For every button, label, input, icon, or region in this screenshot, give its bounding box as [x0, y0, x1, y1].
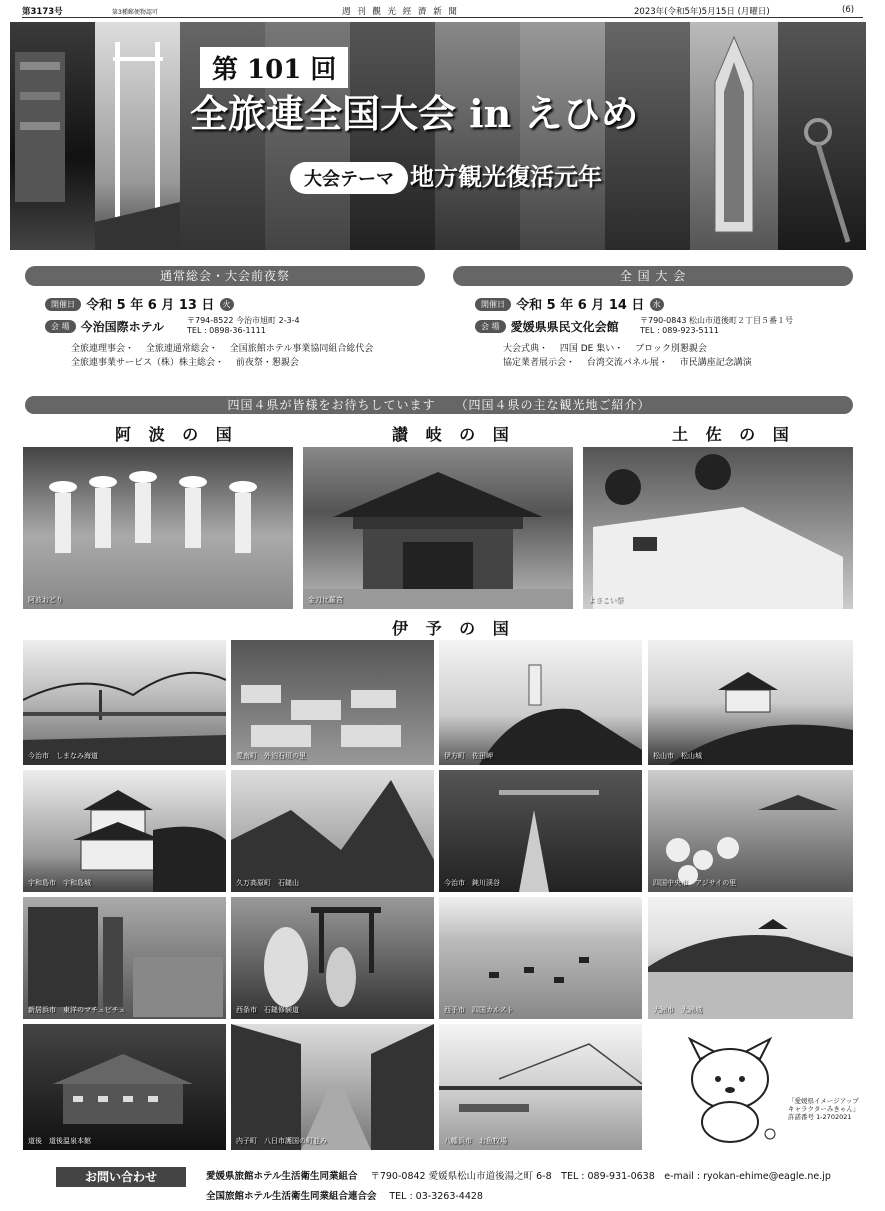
event-left-heading: 通常総会・大会前夜祭 [25, 266, 425, 286]
event-left-item: 全旅連事業サービス（株）株主総会 [71, 358, 216, 368]
org1-contact: 〒790-0842 愛媛県松山市道後湯之町 6-8 TEL : 089-931-0638 e-mail : ryokan-ehime@eagle.ne.jp [370, 1171, 831, 1182]
org2-contact: TEL : 03-3263-4428 [389, 1191, 483, 1202]
photo-ajisai [648, 770, 853, 892]
photo-matsuyama-castle [648, 640, 853, 765]
edition-label: 第 101 回 [200, 47, 348, 88]
mascot-caption-line: キャラクターみきゃん」 [788, 1105, 860, 1113]
mascot-mikyan [680, 1034, 780, 1144]
photo-caption: 四国中央市 アジサイの里 [653, 879, 737, 887]
org2-name: 全国旅館ホテル生活衛生同業組合連合会 [206, 1191, 377, 1202]
photo-sadamisaki [439, 640, 642, 765]
gorge-illustration [439, 770, 642, 892]
event-left-item: 全旅連通常総会 [145, 344, 209, 354]
region-sanuki: 讃 岐 の 国 [392, 425, 515, 444]
theme-label: 大会テーマ [290, 162, 408, 194]
event-right-venue: 愛媛県県民文化会館 [510, 320, 619, 334]
photo-caption: 久万高原町 石鎚山 [236, 879, 299, 887]
banner-photo-bridge [95, 22, 180, 250]
page-number: (6) [842, 5, 855, 15]
photo-caption: 今治市 しまなみ海道 [28, 752, 98, 760]
event-right-item: 台湾交流パネル展 [586, 358, 659, 368]
photo-ishizuchi [231, 770, 434, 892]
shrine-illustration [303, 447, 573, 609]
river-castle-illustration [648, 897, 853, 1019]
cows-illustration [439, 897, 642, 1019]
banner-photo-street [10, 22, 95, 250]
event-right-item: 大会式典 [503, 344, 540, 354]
photo-fish-farm [439, 1024, 642, 1150]
theme-text: 地方観光復活元年 [410, 163, 602, 191]
photo-dogo-onsen [23, 1024, 226, 1150]
event-left-tel: TEL : 0898-36-1111 [187, 326, 266, 335]
postal-note: 第3種郵便物認可 [112, 9, 158, 16]
newspaper-header [22, 4, 863, 18]
photo-caption: 道後 道後温泉本館 [28, 1137, 91, 1145]
event-left-item: 前夜祭・懇親会 [235, 358, 299, 368]
photo-caption: よさこい祭 [588, 596, 623, 604]
photo-uwajima-castle [23, 770, 226, 892]
pilgrims-illustration [231, 897, 434, 1019]
event-left-item: 全国旅館ホテル事業協同組合総代会 [229, 344, 374, 354]
event-right-item: ブロック別懇親会 [635, 344, 707, 354]
contact-line-2 [206, 1188, 483, 1202]
event-right-weekday: 水 [650, 298, 664, 311]
building-illustration [10, 22, 95, 250]
mascot-caption-line: 許諾番号 1-2702021 [788, 1113, 852, 1121]
photo-karst [439, 897, 642, 1019]
event-left-address: 〒794-8522 今治市旭町 2-3-4 [187, 316, 300, 325]
event-right-tel: TEL : 089-923-5111 [640, 326, 719, 335]
event-title: 全旅連全国大会 in えひめ [190, 91, 639, 136]
banner-photo-chain [778, 22, 866, 250]
photo-caption: 金刀比羅宮 [308, 596, 343, 604]
photo-uchiko [231, 1024, 434, 1150]
photo-machu-picchu [23, 897, 226, 1019]
street-illustration [231, 1024, 434, 1150]
mascot-icon [680, 1034, 780, 1144]
photo-caption: 新居浜市 東洋のマチュピチュ [28, 1006, 126, 1014]
chain-illustration [778, 22, 866, 250]
monument-illustration [690, 22, 778, 250]
event-right-date: 令和 5 年 6 月 14 日 [516, 298, 645, 313]
photo-caption: 愛南町 外泊石垣の里 [236, 752, 306, 760]
photo-caption: 八幡浜市 お魚牧場 [444, 1137, 507, 1145]
bridge-sea-illustration [439, 1024, 642, 1150]
photo-nibukawa [439, 770, 642, 892]
venue-tag: 会 場 [45, 320, 76, 333]
mountain-illustration [231, 770, 434, 892]
photo-caption: 松山市 松山城 [653, 752, 702, 760]
region-tosa: 土 佐 の 国 [672, 425, 795, 444]
event-right-item: 四国 DE 集い [559, 344, 615, 354]
event-left-weekday: 火 [220, 298, 234, 311]
photo-ozu-castle [648, 897, 853, 1019]
venue-tag: 会 場 [475, 320, 506, 333]
yosakoi-illustration [583, 447, 853, 609]
event-right-address: 〒790-0843 松山市道後町２丁目５番１号 [640, 316, 794, 325]
paper-name: 週 刊 觀 光 經 濟 新 聞 [342, 7, 459, 17]
photo-kotohiragu [303, 447, 573, 609]
region-iyo: 伊 予 の 国 [392, 619, 515, 638]
shikoku-bar: 四国４県が皆様をお待ちしています （四国４県の主な観光地ご紹介） [25, 396, 853, 414]
banner [10, 22, 866, 250]
lighthouse-illustration [439, 640, 642, 765]
photo-yosakoi [583, 447, 853, 609]
photo-shimanami [23, 640, 226, 765]
inquiry-label: お問い合わせ [56, 1167, 186, 1187]
hydrangea-illustration [648, 770, 853, 892]
banner-title-block [190, 47, 700, 191]
event-right-item: 協定業者展示会 [503, 358, 567, 368]
banner-photo-monument [690, 22, 778, 250]
event-left-info: 開催日 令和 5 年 6 月 13 日 火 会 場 今治国際ホテル 〒794-8522 今治市旭町 2-3-4 TEL : 0898-36-1111 全旅連理事会・ 全旅連通常総会・ 全国旅館ホテル事業協同組合総代会 全旅連事業サービス（株）株主総会・ 前夜祭・懇親会 [45, 294, 435, 370]
issue-date: 2023年(令和5年)5月15日 (月曜日) [634, 7, 770, 17]
castle-illustration [23, 770, 226, 892]
date-tag: 開催日 [475, 298, 511, 311]
photo-shugendo [231, 897, 434, 1019]
mascot-caption [788, 1097, 859, 1121]
photo-caption: 今治市 鈍川渓谷 [444, 879, 500, 887]
photo-caption: 宇和島市 宇和島城 [28, 879, 91, 887]
photo-caption: 阿波おどり [28, 596, 63, 604]
org1-name: 愛媛県旅館ホテル生活衛生同業組合 [206, 1171, 358, 1182]
event-right-heading: 全 国 大 会 [453, 266, 853, 286]
dancers-illustration [23, 447, 293, 609]
event-left-item: 全旅連理事会 [71, 344, 126, 354]
contact-line-1 [206, 1168, 831, 1182]
issue-number: 第3173号 [22, 7, 63, 17]
castle-illustration [648, 640, 853, 765]
mascot-caption-line: 「愛媛県イメージアップ [788, 1097, 859, 1105]
village-illustration [231, 640, 434, 765]
photo-sotodomari [231, 640, 434, 765]
event-right-info: 開催日 令和 5 年 6 月 14 日 水 会 場 愛媛県県民文化会館 〒790-0843 松山市道後町２丁目５番１号 TEL : 089-923-5111 大会式典・ 四国 DE 集い・ ブロック別懇親会 協定業者展示会・ 台湾交流パネル展・ 市民講座記念講演 [475, 294, 855, 370]
event-left-date: 令和 5 年 6 月 13 日 [86, 298, 215, 313]
photo-caption: 西条市 石鎚修験道 [236, 1006, 299, 1014]
bridge-illustration [95, 22, 180, 250]
photo-awa-odori [23, 447, 293, 609]
ruins-illustration [23, 897, 226, 1019]
region-awa: 阿 波 の 国 [115, 425, 238, 444]
onsen-illustration [23, 1024, 226, 1150]
photo-caption: 伊方町 佐田岬 [444, 752, 493, 760]
event-right-item: 市民講座記念講演 [679, 358, 752, 368]
photo-caption: 内子町 八日市護国の町並み [236, 1137, 327, 1145]
date-tag: 開催日 [45, 298, 81, 311]
suspension-bridge-illustration [23, 640, 226, 765]
photo-caption: 大洲市 大洲城 [653, 1006, 702, 1014]
photo-caption: 西予市 四国カルスト [444, 1006, 514, 1014]
event-left-venue: 今治国際ホテル [80, 320, 165, 334]
